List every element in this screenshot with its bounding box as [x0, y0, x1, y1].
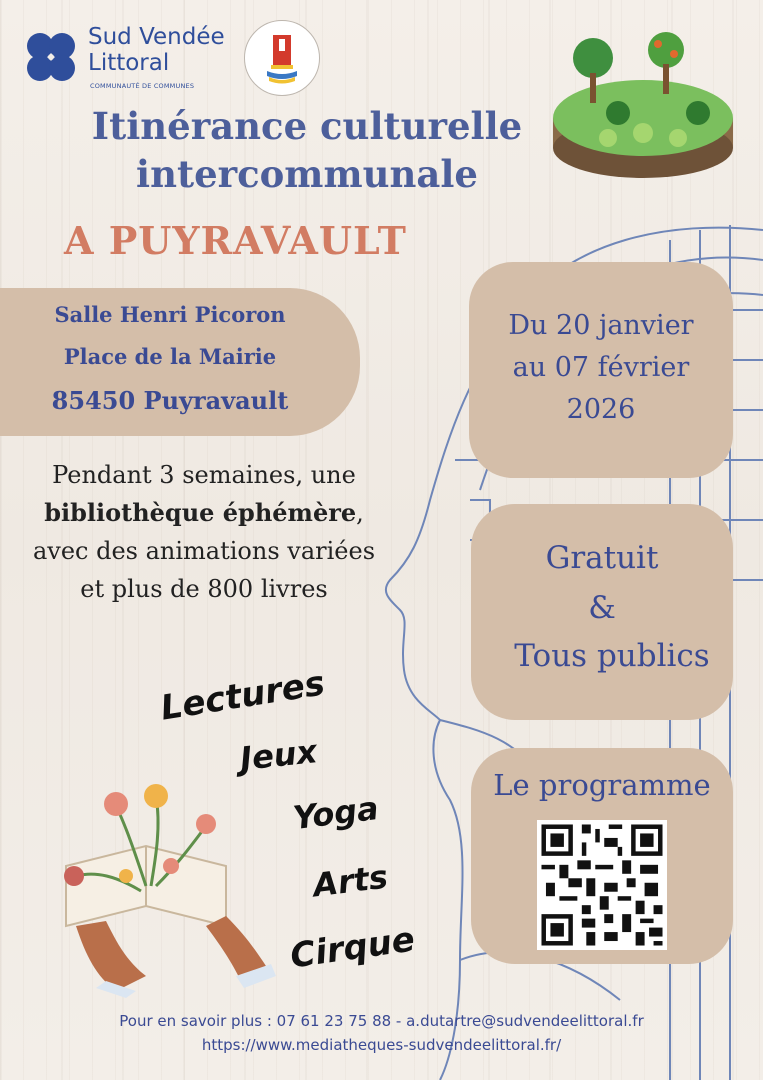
- activity-cirque: Cirque: [287, 919, 418, 977]
- activity-arts: Arts: [310, 857, 390, 905]
- clover-logo-icon: [18, 26, 84, 92]
- description-bold: bibliothèque éphémère: [44, 498, 357, 527]
- logo-tagline: COMMUNAUTÉ DE COMMUNES: [90, 82, 195, 90]
- crest-emblem-icon: [245, 21, 319, 95]
- logo-name-line2: Littoral: [88, 50, 170, 76]
- program-label: Le programme: [493, 768, 711, 802]
- page-title: [72, 102, 542, 198]
- date-panel: [469, 262, 733, 478]
- title-line2: intercommunale: [136, 152, 478, 196]
- qr-code-icon[interactable]: [537, 820, 667, 950]
- footer-website-link[interactable]: https://www.mediatheques-sudvendeelittoral.fr/: [201, 1036, 562, 1054]
- description-part1: Pendant 3 semaines, une: [52, 461, 356, 489]
- municipal-crest: [244, 20, 320, 96]
- address-venue: Salle Henri Picoron: [54, 302, 286, 327]
- title-line1: Itinérance culturelle: [91, 104, 523, 148]
- access-ampersand: &: [588, 590, 616, 626]
- access-free: Gratuit: [545, 540, 659, 576]
- access-panel: [471, 504, 733, 720]
- logo-name: [88, 24, 225, 76]
- activity-jeux: Jeux: [238, 732, 319, 778]
- address-street: Place de la Mairie: [63, 344, 277, 369]
- activity-yoga: Yoga: [291, 788, 381, 838]
- description: [18, 456, 390, 608]
- address-panel: [0, 288, 360, 436]
- book-flowers-illustration: [26, 776, 284, 998]
- logo-name-line1: Sud Vendée: [88, 24, 225, 50]
- access-audience: Tous publics: [514, 638, 710, 674]
- date-start: Du 20 janvier: [508, 310, 694, 341]
- footer-contact[interactable]: Pour en savoir plus : 07 61 23 75 88 - a.dutartre@sudvendeelittoral.fr: [119, 1012, 644, 1030]
- description-comma: ,: [356, 499, 364, 527]
- activity-lectures: Lectures: [157, 663, 328, 729]
- garden-illustration: [548, 18, 738, 188]
- program-panel: [471, 748, 733, 964]
- location-subtitle: A PUYRAVAULT: [64, 218, 407, 263]
- date-end: au 07 février: [512, 352, 690, 383]
- date-year: 2026: [566, 394, 636, 425]
- description-part3: avec des animations variées et plus de 800 livres: [32, 537, 376, 603]
- address-city: 85450 Puyravault: [51, 386, 289, 415]
